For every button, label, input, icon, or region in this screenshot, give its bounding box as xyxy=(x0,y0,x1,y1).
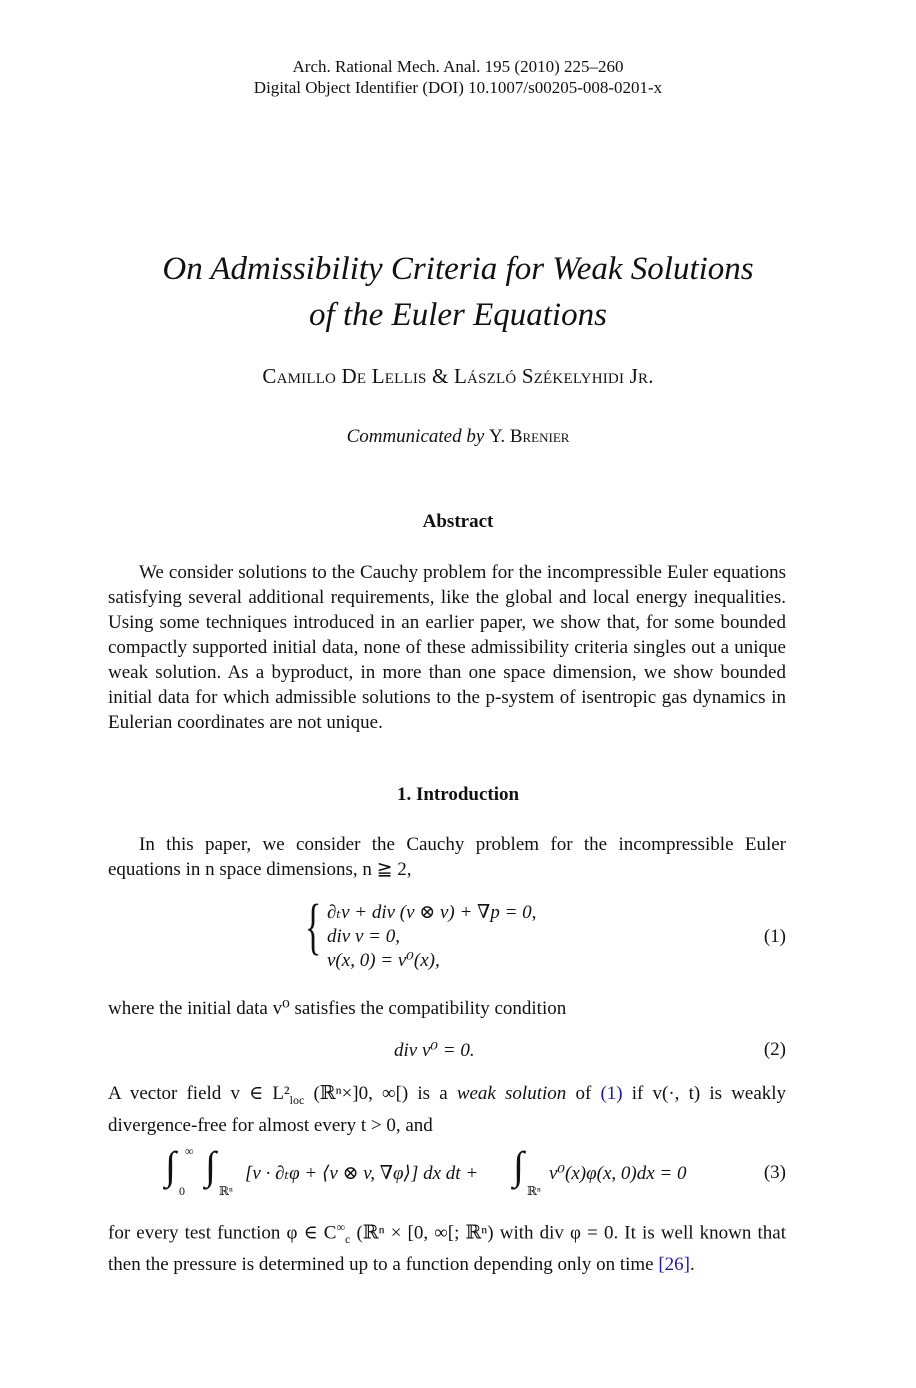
para4-part-b: (ℝⁿ × [0, ∞[; ℝⁿ) with div φ = 0. It is well known that then the pressure is determined up to a function depending only on time xyxy=(108,1222,786,1276)
integral-lower-limit: 0 xyxy=(179,1184,185,1198)
equation-3-tail: v⁰(x)φ(x, 0)dx = 0 xyxy=(549,1163,687,1184)
intro-paragraph-1: In this paper, we consider the Cauchy problem for the incompressible Euler equations in n space dimensions, n ≧ 2, xyxy=(108,834,786,880)
initial-data-integral-sign: ∫ xyxy=(513,1143,524,1188)
integral-domain-2: ℝⁿ xyxy=(527,1184,541,1198)
intro-paragraph-3 xyxy=(108,1081,786,1138)
para4-end: . xyxy=(690,1254,695,1276)
equation-3 xyxy=(165,1140,765,1200)
para4-subscript: c xyxy=(345,1232,351,1247)
para3-part-b: (ℝⁿ×]0, ∞[) is a xyxy=(313,1083,448,1104)
time-integral-sign: ∫ xyxy=(165,1143,176,1188)
equation-3-body: [v · ∂ₜφ + ⟨v ⊗ v, ∇φ⟩] dx dt + xyxy=(245,1163,479,1184)
journal-citation: Arch. Rational Mech. Anal. 195 (2010) 225–260 xyxy=(292,57,624,76)
space-integral-sign: ∫ xyxy=(205,1143,216,1188)
equation-1-reference-link[interactable]: (1) xyxy=(600,1083,623,1104)
communicated-by xyxy=(80,426,836,448)
equation-2: div v⁰ = 0. xyxy=(394,1040,475,1061)
para3-subscript: loc xyxy=(289,1092,305,1107)
authors: Camillo De Lellis & László Székelyhidi Jr. xyxy=(262,364,654,388)
para4-part-a: for every test function φ ∈ C xyxy=(108,1222,337,1244)
equation-1-number: (1) xyxy=(763,926,786,947)
communicated-prefix: Communicated by xyxy=(346,426,485,447)
equation-1-brace: { xyxy=(305,893,322,961)
intro-paragraph-2: where the initial data v⁰ satisfies the compatibility condition xyxy=(108,998,567,1019)
communicating-editor: Y. Brenier xyxy=(489,426,570,447)
equation-1-line-1: ∂ₜv + div (v ⊗ v) + ∇p = 0, xyxy=(327,902,537,923)
doi-line: Digital Object Identifier (DOI) 10.1007/s00205-008-0201-x xyxy=(253,78,663,97)
citation-26-link[interactable]: [26] xyxy=(658,1254,690,1276)
equation-1-line-2: div v = 0, xyxy=(327,926,400,947)
integral-domain: ℝⁿ xyxy=(219,1184,233,1198)
section-heading-introduction: 1. Introduction xyxy=(396,784,520,805)
equation-3-number: (3) xyxy=(763,1162,786,1183)
para3-part-a: A vector field v ∈ L² xyxy=(108,1083,290,1104)
abstract-heading: Abstract xyxy=(422,511,494,532)
intro-paragraph-4 xyxy=(108,1215,786,1277)
para4-superscript: ∞ xyxy=(336,1220,346,1234)
title-line-1: On Admissibility Criteria for Weak Solutions xyxy=(162,251,754,287)
equation-2-number: (2) xyxy=(763,1039,786,1060)
weak-solution-term: weak solution xyxy=(456,1083,567,1104)
integral-upper-limit: ∞ xyxy=(185,1144,194,1158)
para3-part-d: if v(·, t) is weakly divergence-free for almost every t > 0, and xyxy=(108,1083,787,1136)
title-line-2: of the Euler Equations xyxy=(309,297,607,333)
para3-part-c: of xyxy=(575,1083,592,1104)
paper-title xyxy=(80,246,836,338)
abstract-text: We consider solutions to the Cauchy problem for the incompressible Euler equations satisfying several additional requirements, like the global and local energy inequalities. Using some techniques introduced in an earlier paper, we show that, for some bounded compactly supported initial data, none of these admissibility criteria singles out a unique weak solution. As a byproduct, in more than one space dimension, we show bounded initial data for which admissible solutions to the p-system of isentropic gas dynamics in Eulerian coordinates are not unique. xyxy=(108,562,786,733)
equation-1-line-3: v(x, 0) = v⁰(x), xyxy=(327,950,440,971)
